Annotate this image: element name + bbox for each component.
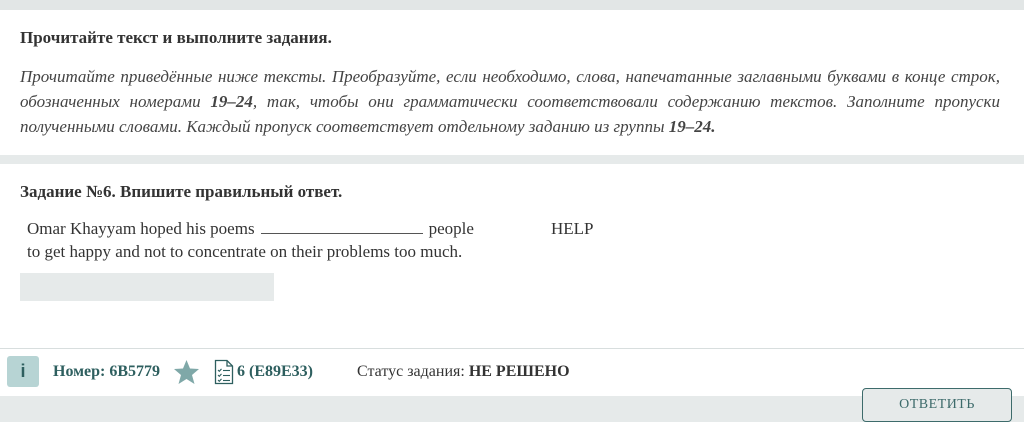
instructions-title: Прочитайте текст и выполните задания. [20,28,332,47]
keyword: HELP [551,219,594,238]
instructions-text-part1: Прочитайте приведённые ниже тексты. Преобразуйте, если необходимо, слова, напечатанные заглавными буквами в конце строк, обозначенных номерами [20,67,1000,111]
instructions-panel [0,10,1024,155]
variant-link[interactable]: 6 (E89E33) [237,363,313,380]
top-divider [0,0,1024,10]
task-sentence-line2: to get happy and not to concentrate on their problems too much. [27,242,463,261]
instructions-text [20,64,1000,139]
status-value: НЕ РЕШЕНО [468,363,570,380]
instructions-range1: 19–24 [210,92,253,111]
answer-button[interactable]: ОТВЕТИТЬ [862,388,1012,422]
task-sentence-line1 [27,219,474,241]
info-button[interactable]: i [7,356,39,387]
sentence-before-gap: Omar Khayyam hoped his poems [27,219,255,238]
task-number: Номер: 6B5779 [53,363,161,380]
instructions-text-part2: , так, чтобы они грамматически соответствовали содержанию текстов. Заполните пропуски полученными словами. Каждый пропуск соответствует отдельному заданию из группы [20,92,1000,136]
sentence-after-gap: people [428,219,474,238]
task-sentence [27,219,594,263]
task-panel [0,164,1024,348]
status-label: Статус задания: [357,363,465,380]
instructions-range2: 19–24. [668,117,716,136]
task-status [357,363,570,381]
document-list-icon[interactable] [214,359,234,385]
answer-input[interactable] [20,273,274,301]
task-title: Задание №6. Впишите правильный ответ. [20,182,343,201]
answer-gap [261,219,423,234]
star-icon[interactable] [173,359,200,385]
